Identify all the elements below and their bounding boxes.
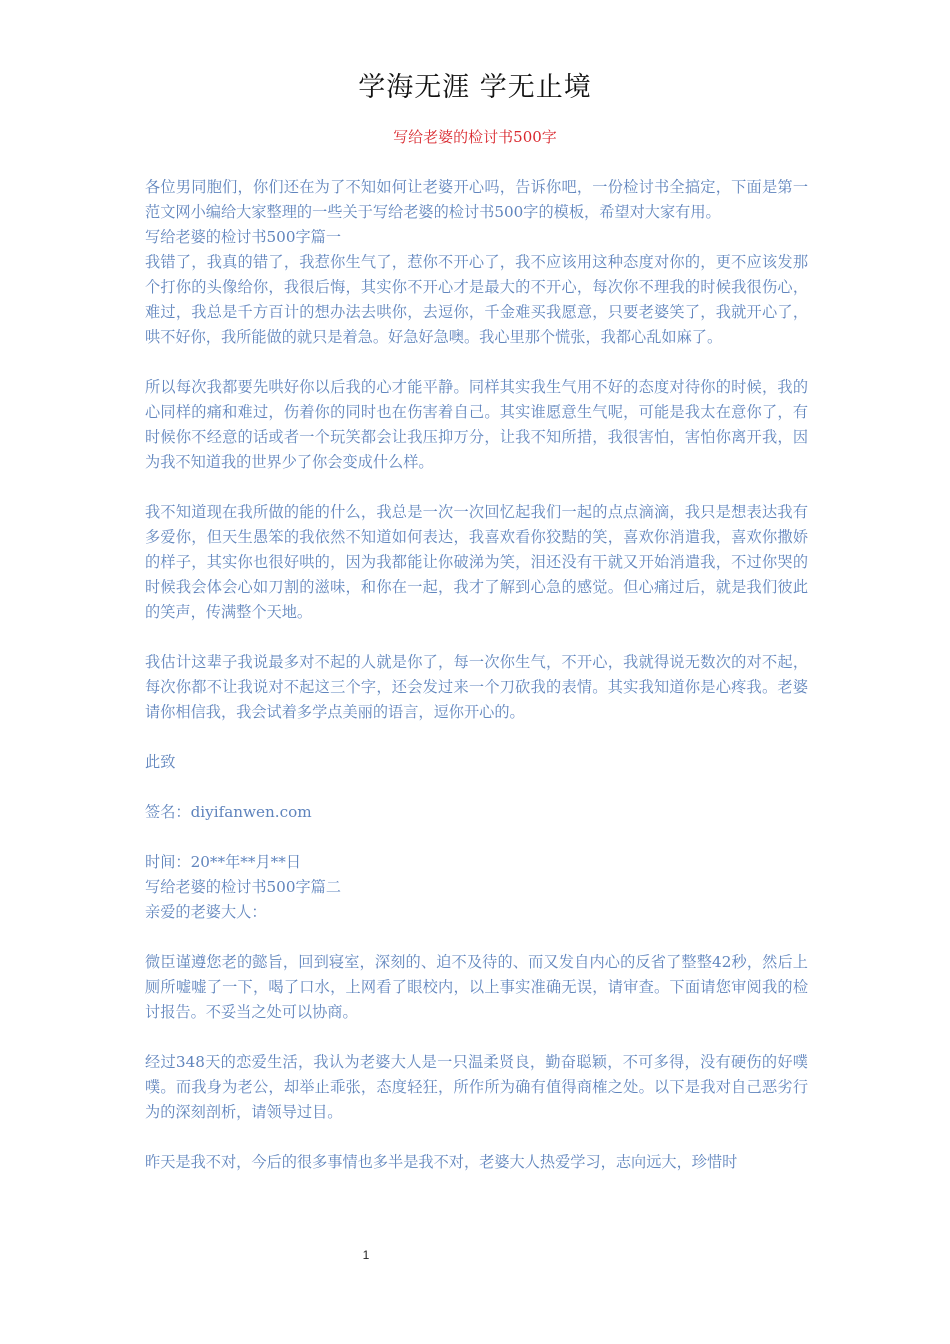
blank-line xyxy=(145,775,808,800)
paragraph: 我错了，我真的错了，我惹你生气了，惹你不开心了，我不应该用这种态度对你的，更不应该发那个打你的头像给你，我很后悔，其实你不开心才是最大的不开心，每次你不理我的时候我很伤心，难过，我总是千方百计的想办法去哄你，去逗你，千金难买我愿意，只要老婆笑了，我就开心了，哄不好你，我所能做的就只是着急。好急好急噢。我心里那个慌张，我都心乱如麻了。 xyxy=(145,253,808,346)
blank-line xyxy=(145,725,808,750)
paragraph: 微臣谨遵您老的懿旨，回到寝室，深刻的、迫不及待的、而又发自内心的反省了整整42秒，然后上厕所嘘嘘了一下，喝了口水，上网看了眼校内，以上事实准确无误，请审查。下面请您审阅我的检讨报告。不妥当之处可以协商。 xyxy=(145,953,808,1021)
blank-line xyxy=(145,825,808,850)
signature-line: 签名：diyifanwen.com xyxy=(145,803,312,821)
paragraph: 所以每次我都要先哄好你以后我的心才能平静。同样其实我生气用不好的态度对待你的时候，我的心同样的痛和难过，伤着你的同时也在伤害着自己。其实谁愿意生气呢，可能是我太在意你了，有时候你不经意的话或者一个玩笑都会让我压抑万分，让我不知所措，我很害怕，害怕你离开我，因为我不知道我的世界少了你会变成什么样。 xyxy=(145,378,808,471)
blank-line xyxy=(145,925,808,950)
section-heading-one: 写给老婆的检讨书500字篇一 xyxy=(145,228,342,246)
paragraph: 我估计这辈子我说最多对不起的人就是你了，每一次你生气，不开心，我就得说无数次的对不起，每次你都不让我说对不起这三个字，还会发过来一个刀砍我的表情。其实我知道你是心疼我。老婆请你相信我，我会试着多学点美丽的语言，逗你开心的。 xyxy=(145,653,808,721)
blank-line xyxy=(145,350,808,375)
blank-line xyxy=(145,475,808,500)
blank-line xyxy=(145,1025,808,1050)
section-heading-two: 写给老婆的检讨书500字篇二 xyxy=(145,878,342,896)
paragraph: 经过348天的恋爱生活，我认为老婆大人是一只温柔贤良，勤奋聪颖，不可多得，没有硬伤的好噗噗。而我身为老公，却举止乖张，态度轻狂，所作所为确有值得商榷之处。以下是我对自己恶劣行为的深刻剖析，请领导过目。 xyxy=(145,1053,808,1121)
date-line: 时间：20**年**月**日 xyxy=(145,853,302,871)
page-number: 1 xyxy=(362,1248,370,1262)
blank-line xyxy=(145,1125,808,1150)
document-title: 写给老婆的检讨书500字 xyxy=(393,128,557,146)
paragraph-intro: 各位男同胞们，你们还在为了不知如何让老婆开心吗，告诉你吧，一份检讨书全搞定，下面是第一范文网小编给大家整理的一些关于写给老婆的检讨书500字的模板，希望对大家有用。 xyxy=(145,178,808,221)
closing-salutation: 此致 xyxy=(145,753,176,771)
document-body xyxy=(145,175,808,1175)
greeting-line: 亲爱的老婆大人： xyxy=(145,903,267,921)
paragraph: 我不知道现在我所做的能的什么，我总是一次一次回忆起我们一起的点点滴滴，我只是想表达我有多爱你，但天生愚笨的我依然不知道如何表达，我喜欢看你狡黠的笑，喜欢你消遣我，喜欢你撒娇的样子，其实你也很好哄的，因为我都能让你破涕为笑，泪还没有干就又开始消遣我，不过你哭的时候我会体会心如刀割的滋味，和你在一起，我才了解到心急的感觉。但心痛过后，就是我们彼此的笑声，传满整个天地。 xyxy=(145,503,808,621)
blank-line xyxy=(145,625,808,650)
page-header-title: 学海无涯 学无止境 xyxy=(358,72,592,103)
paragraph-truncated: 昨天是我不对，今后的很多事情也多半是我不对，老婆大人热爱学习，志向远大，珍惜时 xyxy=(145,1153,738,1171)
